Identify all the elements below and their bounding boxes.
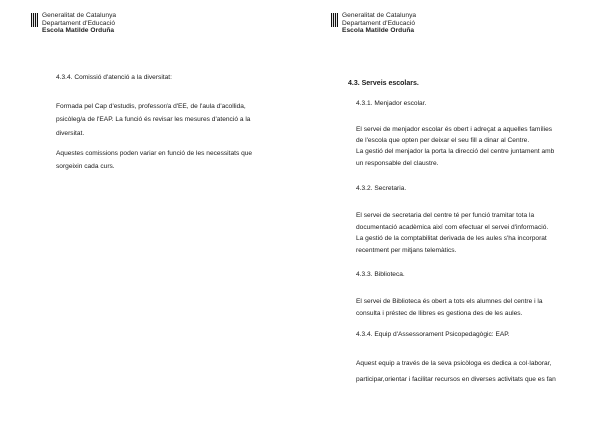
header-line-1: Generalitat de Catalunya — [342, 12, 417, 19]
text-line: consulta i préstec de llibres es gestiona des de les aules. — [356, 310, 523, 318]
page-header — [331, 12, 416, 35]
text-line: Formada pel Cap d'estudis, professor/a d'EE, de l'aula d'acollida, — [56, 103, 246, 110]
para-menjador — [356, 124, 574, 169]
para-biblioteca — [356, 296, 574, 320]
text-line: La gestió del menjador la porta la direcció del centre juntament amb — [356, 148, 555, 156]
text-line: psicòleg/a de l'EAP. La funció és revisar les mesures d'atenció a la — [56, 116, 251, 124]
left-para-1 — [56, 100, 275, 140]
subsection-heading-4-3-1: 4.3.1. Menjador escolar. — [356, 100, 427, 107]
text-line: de l'escola que opten per deixar el seu fill a dinar al Centre. — [356, 137, 530, 145]
subsection-heading-4-3-3: 4.3.3. Biblioteca. — [356, 271, 405, 278]
text-line: sorgeixin cada curs. — [56, 163, 115, 171]
text-line: un responsable del claustre. — [356, 159, 439, 167]
text-line: El servei de Biblioteca és obert a tots els alumnes del centre i la — [356, 298, 543, 305]
generalitat-logo-icon — [331, 13, 338, 27]
header-school: Escola Matilde Orduña — [42, 27, 115, 34]
header-line-2: Departament d'Educació — [342, 19, 416, 27]
text-line: Aquest equip a través de la seva psicòloga es dedica a col·laborar, — [356, 360, 552, 367]
text-line: participar,orientar i facilitar recursos en diverses activitats que es fan — [356, 375, 556, 383]
left-body — [56, 74, 275, 82]
header-line-2: Departament d'Educació — [42, 19, 116, 27]
text-line: El servei de secretaria del centre té per funció tramitar tota la — [356, 212, 535, 219]
subsection-heading-4-3-2: 4.3.2. Secretaria. — [356, 185, 407, 192]
left-para-2 — [56, 147, 275, 174]
text-line: Aquestes comissions poden variar en funció de les necessitats que — [56, 150, 253, 157]
subsection-heading-4-3-4: 4.3.4. Equip d'Assessorament Psicopedagògic: EAP. — [356, 331, 510, 338]
header-line-1: Generalitat de Catalunya — [42, 12, 117, 19]
section-heading-4-3: 4.3. Serveis escolars. — [348, 80, 419, 87]
page-header — [31, 12, 116, 35]
right-page — [300, 0, 600, 424]
para-secretaria — [356, 210, 574, 256]
para-eap — [356, 356, 574, 387]
text-line: El servei de menjador escolar és obert i adreçat a aquelles famílies — [356, 126, 553, 133]
text-line: La gestió de la comptabilitat derivada de les aules s'ha incorporat — [356, 235, 547, 243]
text-line: recentment per mitjans telemàtics. — [356, 246, 457, 254]
text-line: documentació acadèmica així com efectuar el servei d'informació. — [356, 223, 549, 231]
text-line: diversitat. — [56, 129, 85, 137]
section-heading-4-3-4: 4.3.4. Comissió d'atenció a la diversitat: — [56, 74, 172, 81]
generalitat-logo-icon — [31, 13, 38, 27]
header-school: Escola Matilde Orduña — [342, 27, 415, 34]
